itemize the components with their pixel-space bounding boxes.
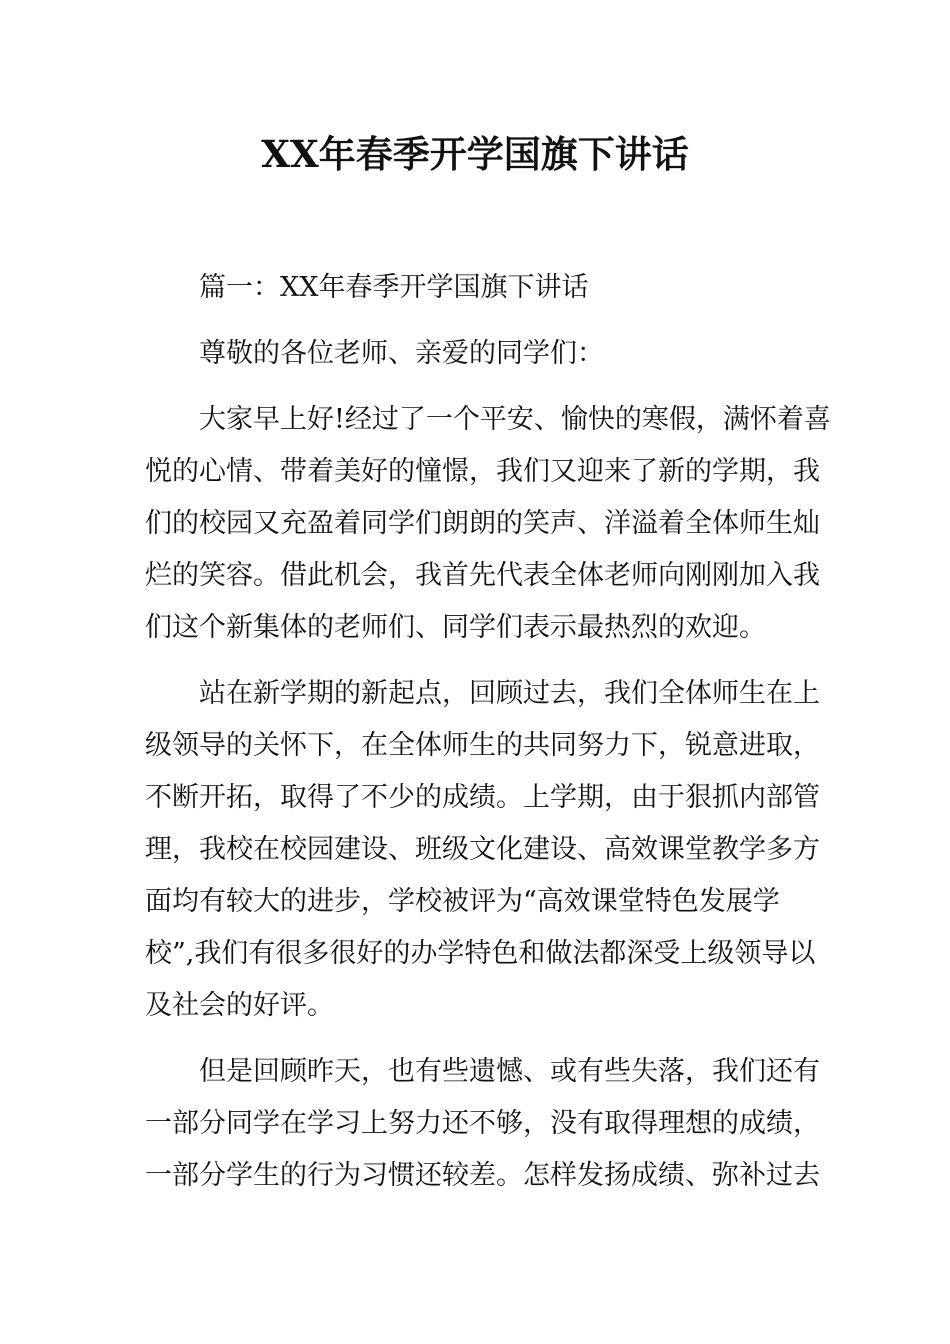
text-line: 尊敬的各位老师、亲爱的同学们：: [199, 338, 604, 369]
text-line: 一部分同学在学习上努力还不够，没有取得理想的成绩，: [145, 1108, 820, 1139]
text-line: 校”,我们有很多很好的办学特色和做法都深受上级领导以: [145, 938, 816, 969]
text-line: 们这个新集体的老师们、同学们表示最热烈的欢迎。: [145, 612, 766, 643]
text-line: 不断开拓，取得了不少的成绩。上学期，由于狠抓内部管: [145, 782, 820, 813]
text-line: 面均有较大的进步，学校被评为“高效课堂特色发展学: [145, 886, 780, 917]
text-line: 悦的心情、带着美好的憧憬，我们又迎来了新的学期，我: [145, 456, 820, 487]
text-line: 大家早上好!经过了一个平安、愉快的寒假，满怀着喜: [199, 404, 831, 435]
text-line: 及社会的好评。: [145, 990, 334, 1021]
text-line: 站在新学期的新起点，回顾过去，我们全体师生在上: [199, 678, 820, 709]
text-line: 烂的笑容。借此机会，我首先代表全体老师向刚刚加入我: [145, 560, 820, 591]
paragraph-review: [145, 668, 825, 1032]
document-title: XX年春季开学国旗下讲话: [261, 132, 689, 176]
text-line: 一部分学生的行为习惯还较差。怎样发扬成绩、弥补过去: [145, 1160, 820, 1191]
paragraph-reflection: [145, 1046, 825, 1202]
text-line: 级领导的关怀下，在全体师生的共同努力下，锐意进取，: [145, 730, 820, 761]
paragraph-subtitle: [145, 262, 825, 314]
paragraph-greeting: [145, 394, 831, 654]
text-line: 篇一：XX年春季开学国旗下讲话: [199, 272, 589, 303]
text-line: 们的校园又充盈着同学们朗朗的笑声、洋溢着全体师生灿: [145, 508, 820, 539]
text-line: 理，我校在校园建设、班级文化建设、高效课堂教学多方: [145, 834, 820, 865]
document-body: [145, 262, 831, 1202]
paragraph-salutation: [145, 328, 825, 380]
text-line: 但是回顾昨天，也有些遗憾、或有些失落，我们还有: [199, 1056, 820, 1087]
